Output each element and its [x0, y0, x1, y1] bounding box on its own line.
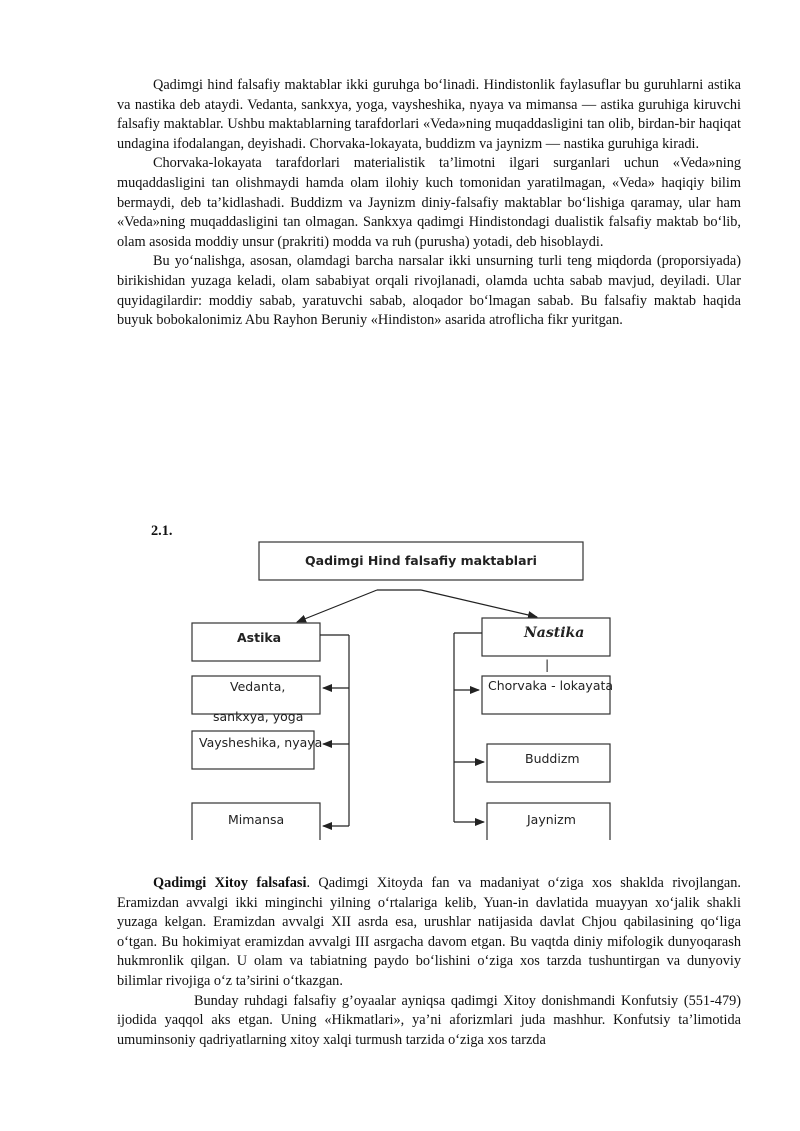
intro-text [117, 76, 741, 331]
nastika-label: Nastika [524, 625, 585, 641]
nastika-item-2: Buddizm [525, 751, 580, 766]
astika-item-2: Vaysheshika, nyaya [199, 735, 323, 750]
paragraph-2: Chorvaka-lokayata tarafdorlari materialistik ta’limotni ilgari surganlari uchun «Veda»ning muqaddasligini tan olishmaydi hamda olam ilohiy kuch tomonidan yaratilmagan, «Veda» haqiqiy bilim bermaydi, deb ta’kidlashadi. Buddizm va Jaynizm diniy-falsafiy maktablar bo‘lishiga qaramay, ular ham «Veda»ning muqaddasligini tan olmagan. Sankxya qadimgi Hindistondagi dualistik falsafiy maktab bo‘lib, olam asosida moddiy unsur (prakriti) modda va ruh (purusha) yotadi, deb hisoblaydi. [117, 155, 741, 250]
astika-item-1a: Vedanta, [230, 679, 286, 694]
nastika-mark: | [545, 657, 550, 672]
arrow-to-astika [297, 590, 377, 622]
astika-item-1b: sankxya, yoga [213, 709, 304, 724]
schools-diagram [0, 530, 800, 840]
china-heading: Qadimgi Xitoy falsafasi [153, 875, 307, 891]
china-paragraph-1-text: . Qadimgi Xitoyda fan va madaniyat o‘ziga xos shaklda rivojlangan. Eramizdan avvalgi ikki minginchi yilning o‘rtalariga kelib, Yuan-in davlatida muayyan xo‘jalik shakli yuzaga kelgan. Eramizdan avvalgi XII asrda esa, urushlar natijasida davlat Chjou qabilasining qo‘liga o‘tgan. Bu hokimiyat eramizdan avvalgi III asrgacha davom etgan. Bu vaqtda diniy mifologik dunyoqarash hukmronlik qilgan. U olam va tabiatning paydo bo‘lishini o‘ziga xos tarzda tushuntirgan va dunyoviy bilimlar rivojiga o‘z ta’sirini o‘tkazgan. [117, 875, 741, 989]
paragraph-3: Bu yo‘nalishga, asosan, olamdagi barcha narsalar ikki unsurning turli teng miqdorda (proporsiyada) birikishidan yuzaga keladi, olam sababiyat orqali rivojlanadi, olamda uchta sabab mavjud, deyiladi. Ular quyidagilardir: moddiy sabab, yaratuvchi sabab, aloqador bo‘lmagan sabab. Bu falsafiy maktab haqida buyuk bobokalonimiz Abu Rayhon Beruniy «Hindiston» asarida atroflicha fikr yuritgan. [117, 253, 741, 329]
china-paragraph-2: Bunday ruhdagi falsafiy g’oyaalar ayniqsa qadimgi Xitoy donishmandi Konfutsiy (551-479) ijodida yaqqol aks etgan. Uning «Hikmatlari», ya’ni aforizmlari juda mashhur. Konfutsiy ta’limotida umuminsoniy qadriyatlarning xitoy xalqi turmush tarzida o‘ziga xos tarzda [117, 992, 741, 1048]
nastika-item-3: Jaynizm [527, 812, 576, 827]
paragraph-1: Qadimgi hind falsafiy maktablar ikki guruhga bo‘linadi. Hindistonlik faylasuflar bu guruhlarni astika va nastika deb ataydi. Vedanta, sankxya, yoga, vaysheshika, nyaya va mimansa — astika guruhiga kiruvchi falsafiy maktablar. Ushbu maktablarning tarafdorlari «Veda»ning muqaddasligini tan olib, birdan-bir haqiqat undagina ifodalangan, deyishadi. Chorvaka-lokayata, buddizm va jaynizm — nastika guruhiga kiradi. [117, 77, 741, 152]
astika-item-3: Mimansa [228, 812, 285, 827]
astika-label: Astika [237, 630, 282, 645]
nastika-item-1: Chorvaka - lokayata [488, 678, 614, 693]
figure-number: 2.1. [151, 523, 173, 539]
root-label: Qadimgi Hind falsafiy maktablari [305, 553, 537, 568]
china-paragraph-1 [117, 874, 741, 992]
arrow-to-nastika [421, 590, 537, 617]
china-section [117, 874, 741, 1050]
